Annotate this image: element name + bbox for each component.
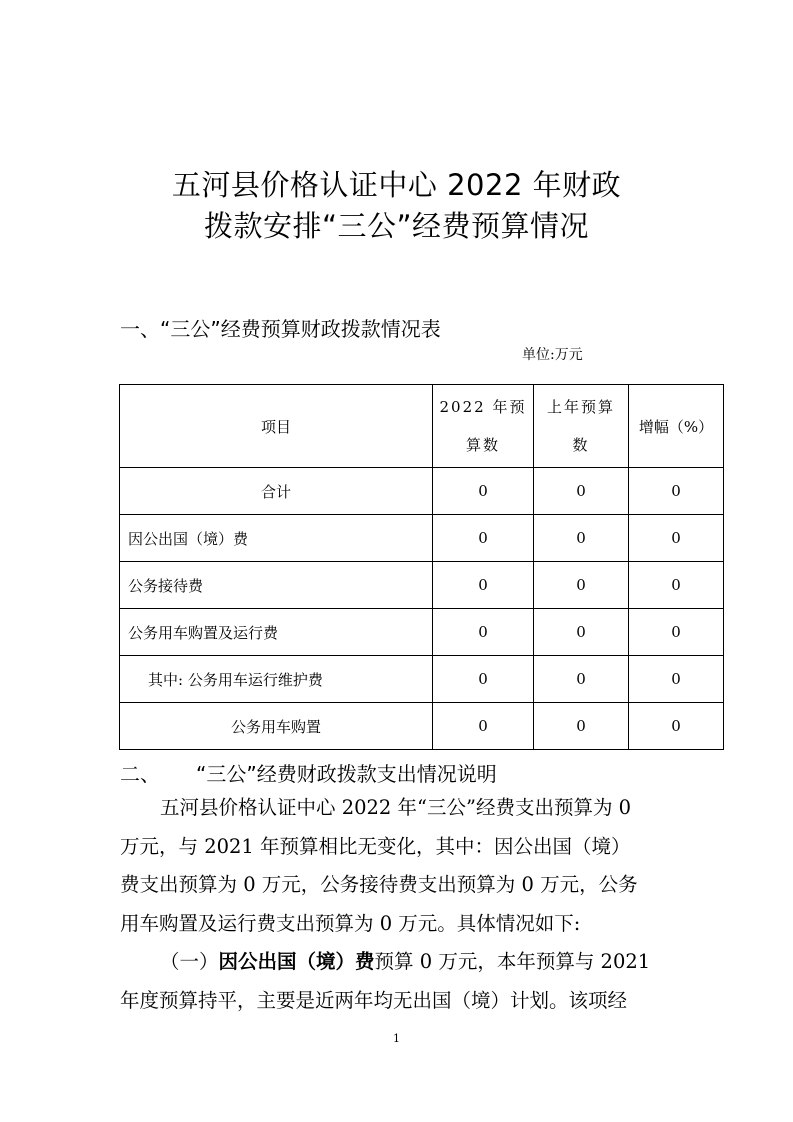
- table-header-row: [120, 385, 724, 468]
- table-row: [120, 515, 724, 562]
- body-line: 万元，与 2021 年预算相比无变化，其中：因公出国（境）: [120, 834, 631, 858]
- item1-paragraph: [120, 943, 680, 982]
- document-title-line2: 拨款安排“三公”经费预算情况: [203, 209, 590, 243]
- cell-growth: 0: [629, 515, 724, 562]
- table-row: [120, 609, 724, 656]
- cell-2022: 0: [433, 656, 534, 703]
- cell-prev: 0: [534, 562, 629, 609]
- cell-prev: 0: [534, 656, 629, 703]
- cell-growth: 0: [629, 562, 724, 609]
- cell-2022: 0: [433, 468, 534, 515]
- cell-2022: 0: [433, 515, 534, 562]
- cell-growth: 0: [629, 468, 724, 515]
- cell-growth: 0: [629, 656, 724, 703]
- cell-prev: 0: [534, 609, 629, 656]
- section2-number: 二、: [120, 762, 160, 786]
- table-row: [120, 562, 724, 609]
- cell-2022: 0: [433, 609, 534, 656]
- unit-label: 单位:万元: [522, 347, 583, 363]
- header-prev-line1: 上年预算: [546, 398, 615, 416]
- cell-growth: 0: [629, 703, 724, 750]
- body-line: 五河县价格认证中心 2022 年“三公”经费支出预算为 0: [160, 796, 632, 819]
- row-label: 因公出国（境）费: [120, 515, 433, 562]
- header-budget-2022-line2: 算数: [465, 436, 500, 454]
- cell-2022: 0: [433, 562, 534, 609]
- section1-heading: 一、“三公”经费预算财政拨款情况表: [120, 317, 441, 341]
- row-label: 公务用车购置及运行费: [120, 609, 433, 656]
- table-row: [120, 468, 724, 515]
- table-row: [120, 656, 724, 703]
- header-budget-2022: [433, 385, 534, 468]
- body-line: 费支出预算为 0 万元，公务接待费支出预算为 0 万元，公务: [120, 873, 638, 896]
- cell-prev: 0: [534, 703, 629, 750]
- section2-title: “三公”经费财政拨款支出情况说明: [196, 762, 497, 786]
- header-prev-budget: [534, 385, 629, 468]
- page-number: 1: [393, 1032, 400, 1045]
- header-item: 项目: [120, 385, 433, 468]
- header-prev-line2: 数: [572, 436, 590, 454]
- row-label: 合计: [120, 468, 433, 515]
- body-line: 年度预算持平，主要是近两年均无出国（境）计划。该项经: [120, 988, 628, 1012]
- cell-2022: 0: [433, 703, 534, 750]
- item1-rest: 预算 0 万元，本年预算与 2021: [374, 950, 651, 973]
- section2-body: [120, 789, 680, 1020]
- cell-prev: 0: [534, 468, 629, 515]
- body-line: 用车购置及运行费支出预算为 0 万元。具体情况如下:: [120, 911, 581, 935]
- cell-prev: 0: [534, 515, 629, 562]
- item1-bold-title: 因公出国（境）费: [218, 950, 375, 973]
- budget-table: [119, 384, 724, 750]
- row-label: 公务接待费: [120, 562, 433, 609]
- item1-prefix: （一）: [160, 950, 219, 973]
- header-budget-2022-line1: 2022 年预: [439, 398, 527, 416]
- header-growth: 增幅（%）: [629, 385, 724, 468]
- table-row: [120, 703, 724, 750]
- document-title-line1: 五河县价格认证中心 2022 年财政: [171, 168, 622, 202]
- section2-heading: [120, 758, 497, 787]
- row-label: 公务用车购置: [120, 703, 433, 750]
- cell-growth: 0: [629, 609, 724, 656]
- row-label: 其中: 公务用车运行维护费: [120, 656, 433, 703]
